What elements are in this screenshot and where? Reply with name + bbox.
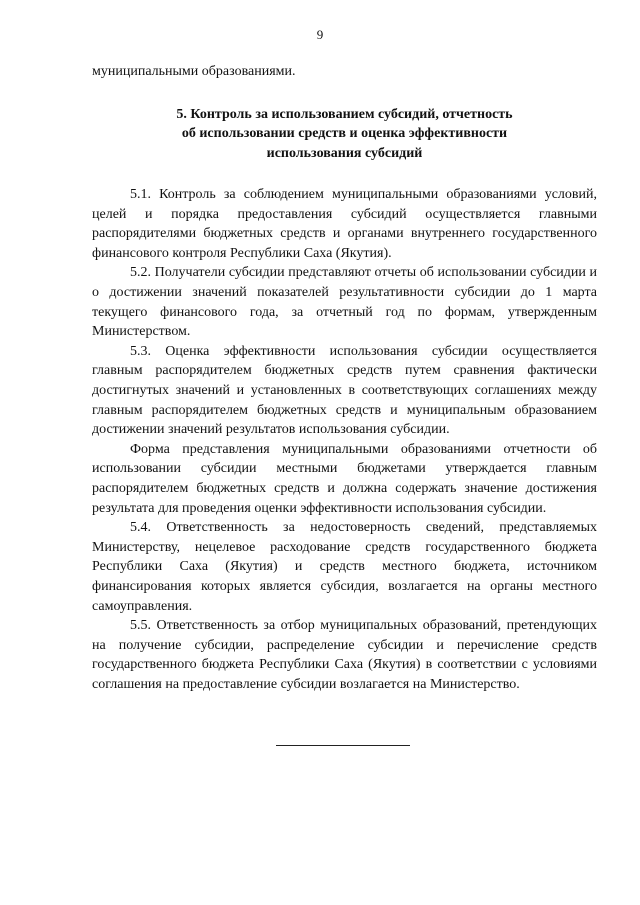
carryover-line: муниципальными образованиями. [92, 64, 296, 79]
section-heading-line-1: 5. Контроль за использованием субсидий, отчетность [176, 106, 513, 122]
section-heading-line-3: использования субсидий [266, 145, 423, 161]
section-heading [92, 105, 597, 164]
page-number: 9 [316, 27, 324, 42]
paragraph-5-1: 5.1. Контроль за соблюдением муниципальными образованиями условий, целей и порядка предоставления субсидий осуществляется главными распорядителями бюджетных средств и органами внутреннего государственного финансового контроля Республики Саха (Якутия). [92, 187, 597, 261]
paragraph-5-3: 5.3. Оценка эффективности использования субсидии осуществляется главным распорядителем бюджетных средств путем сравнения фактически достигнутых значений и установленных в соответствующих соглашениях между главным распорядителем бюджетных средств и муниципальным образованием достижении значений результатов использования субсидии. [92, 343, 597, 438]
paragraph-5-4: 5.4. Ответственность за недостоверность сведений, представляемых Министерству, нецелевое расходование средств государственного бюджета Республики Саха (Якутия) и средств местного бюджета, источником финансирования которых является субсидия, возлагается на органы местного самоуправления. [92, 520, 597, 614]
section-heading-line-2: об использовании средств и оценка эффективности [181, 126, 508, 142]
paragraph-5-2: 5.2. Получатели субсидии представляют отчеты об использовании субсидии и о достижении значений показателей результативности субсидии до 1 марта текущего финансового года, за отчетный год по формам, утвержденным Министерством. [92, 265, 597, 340]
document-body [92, 62, 597, 695]
closing-divider-line [276, 745, 410, 746]
paragraph-5-5: 5.5. Ответственность за отбор муниципальных образований, претендующих на получение субсидии, распределение субсидии и перечисление средств государственного бюджета Республики Саха (Якутия) в соответствии с условиями соглашения на предоставление субсидии возлагается на Министерство. [92, 618, 597, 692]
paragraph-report-form: Форма представления муниципальными образованиями отчетности об использовании субсидии местными бюджетами утверждается главным распорядителем бюджетных средств и должна содержать значение достижения результата для проведения оценки эффективности использования субсидии. [92, 441, 597, 516]
